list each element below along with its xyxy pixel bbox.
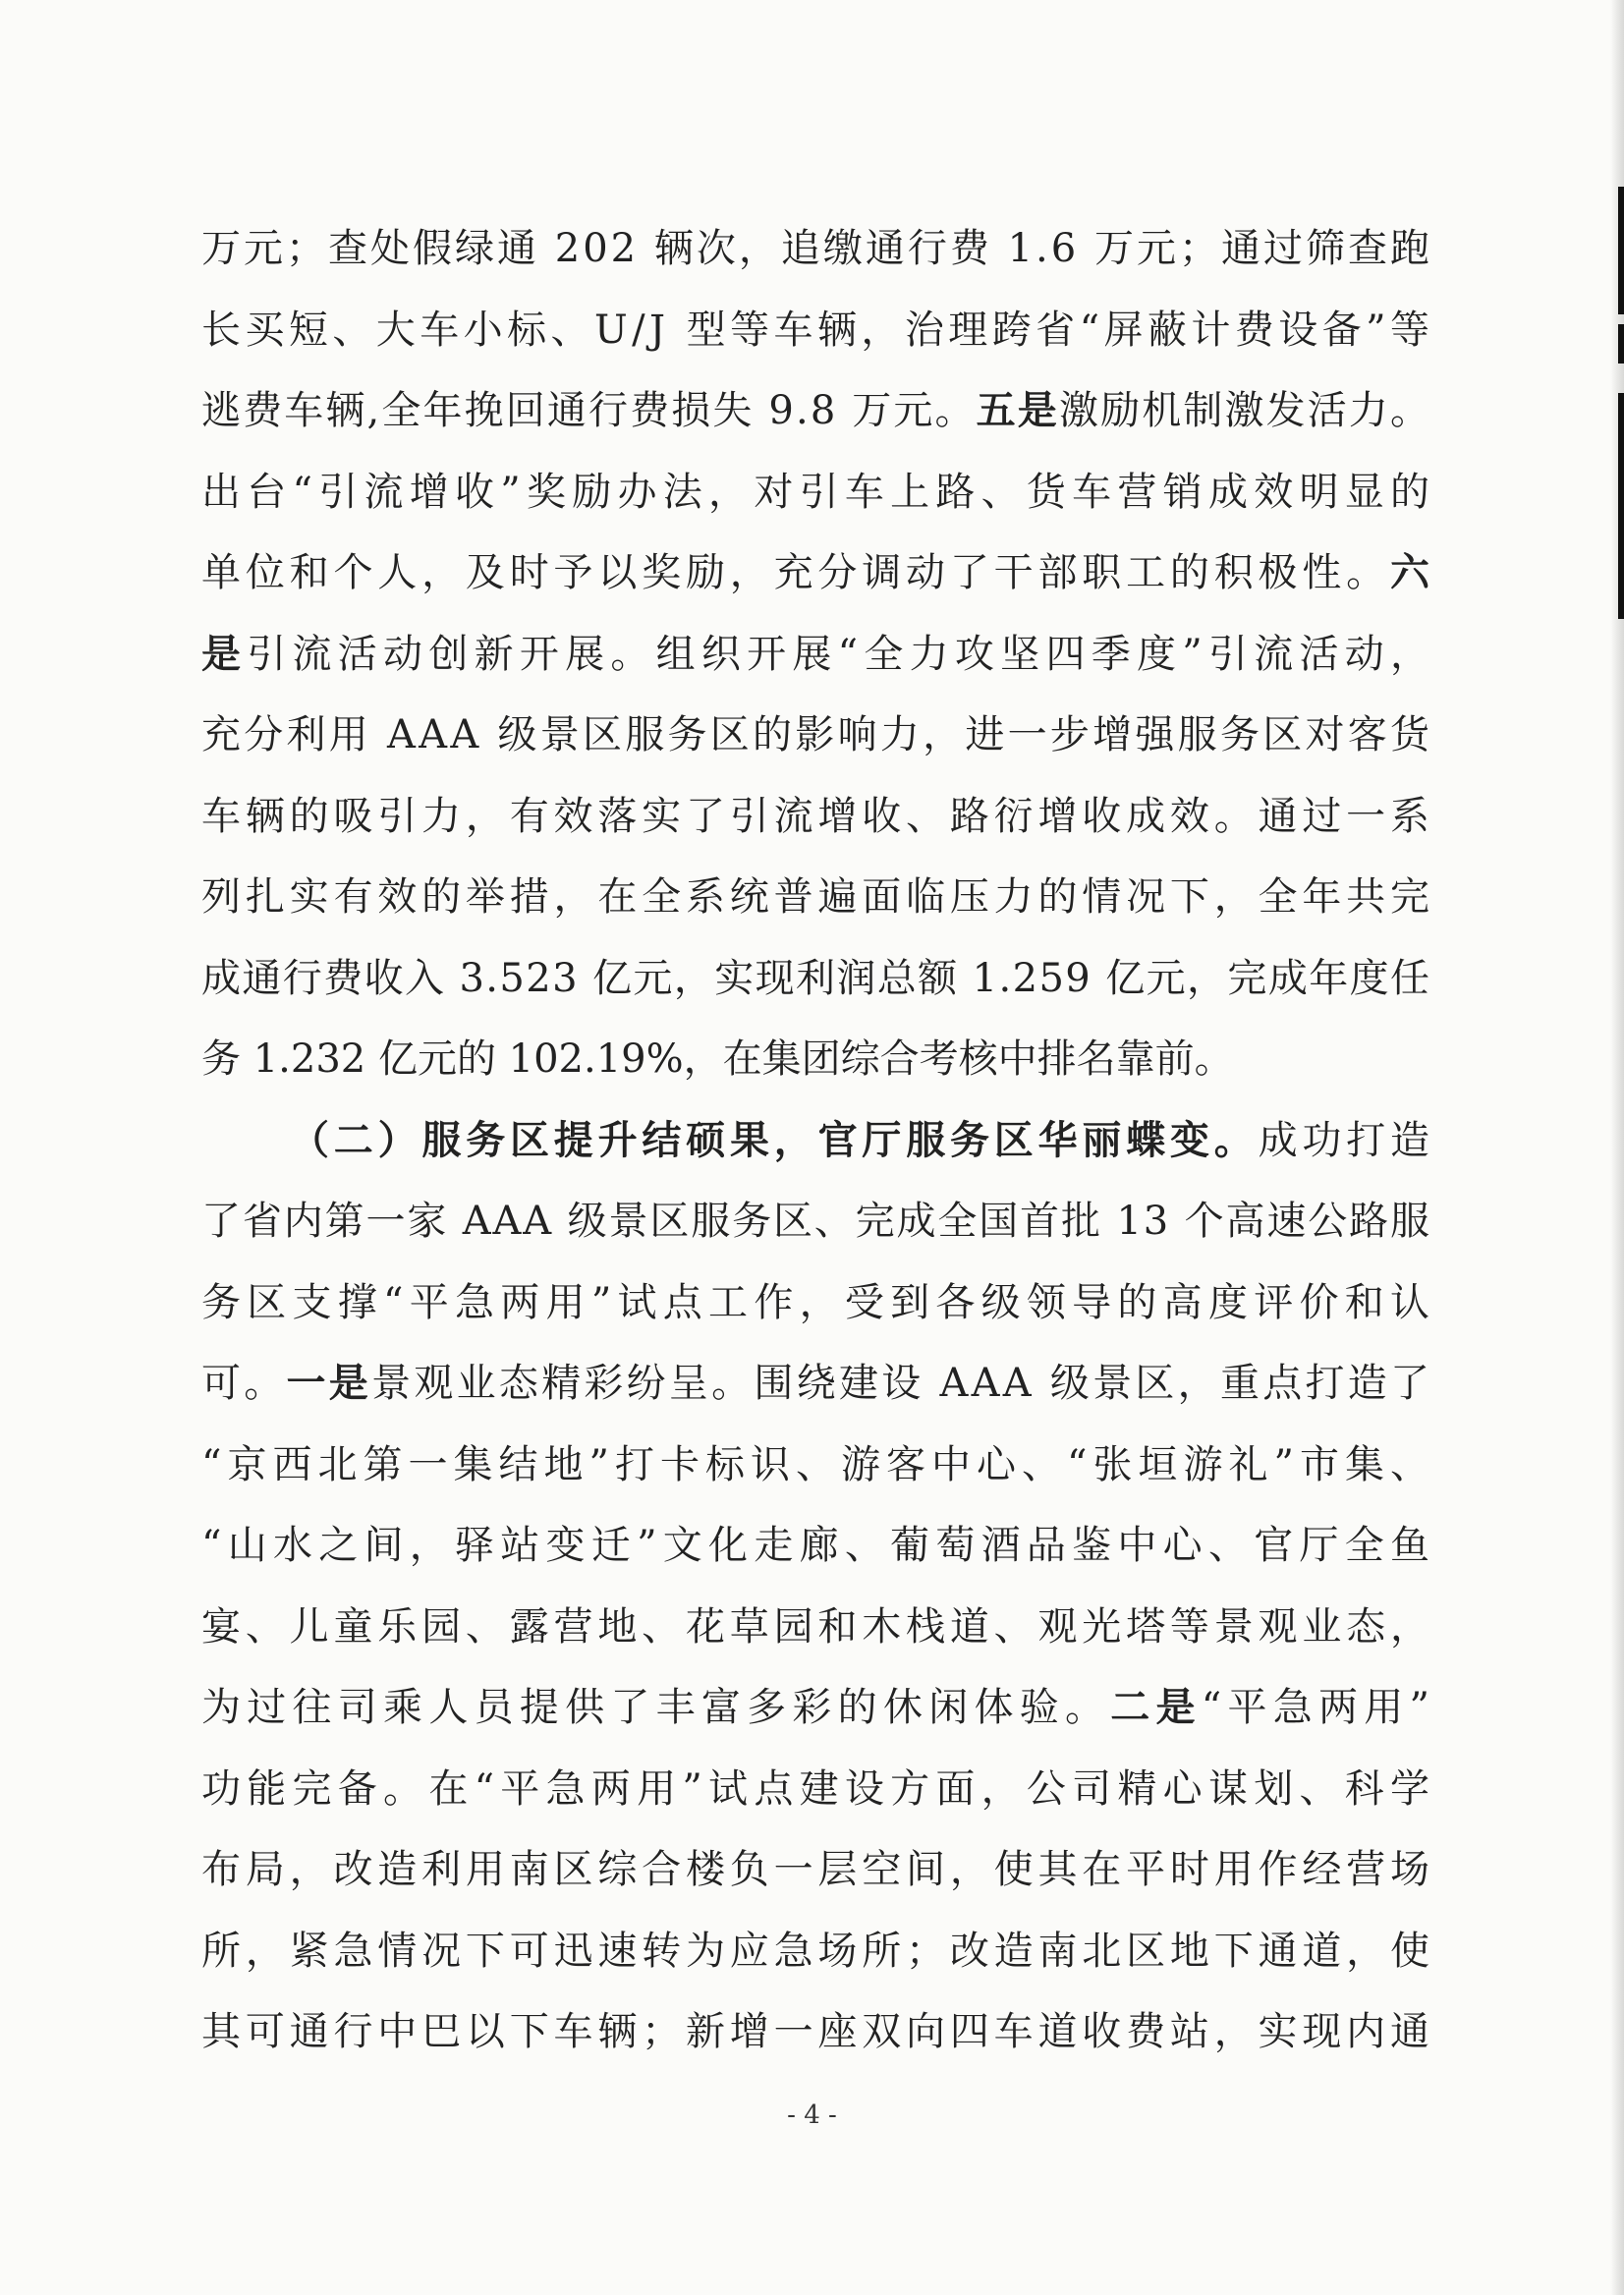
text-segment: 景观业态精彩纷呈。围绕建设 AAA 级景区，重点打造了 (371, 1361, 1433, 1406)
text-segment: 车辆的吸引力，有效落实了引流增收、路衍增收成效。通过一系 (201, 793, 1434, 839)
text-line (201, 695, 1433, 776)
text-segment: 成通行费收入 3.523 亿元，实现利润总额 1.259 亿元，完成年度任 (201, 955, 1431, 1001)
text-line (201, 208, 1432, 290)
text-segment: 逃费车辆,全年挽回通行费损失 9.8 万元。 (201, 388, 977, 433)
text-line (201, 290, 1434, 371)
text-line (201, 1181, 1429, 1262)
text-line (201, 1100, 1434, 1182)
text-segment: “京西北第一集结地”打卡标识、游客中心、“张垣游礼”市集、 (201, 1441, 1436, 1487)
text-line (201, 370, 1432, 452)
text-segment: 务区支撑“平急两用”试点工作，受到各级领导的高度评价和认 (201, 1279, 1436, 1325)
binding-mark (1618, 324, 1624, 364)
text-segment: 为过往司乘人员提供了丰富多彩的休闲体验。 (201, 1685, 1111, 1730)
text-line (201, 1505, 1436, 1587)
text-segment: 了省内第一家 AAA 级景区服务区、完成全国首批 13 个高速公路服 (201, 1199, 1431, 1244)
text-line (201, 1991, 1434, 2073)
text-line (201, 1425, 1436, 1506)
text-segment: “山水之间，驿站变迁”文化走廊、葡萄酒品鉴中心、官厅全鱼 (201, 1523, 1436, 1568)
binding-mark (1618, 393, 1624, 619)
text-segment: “平急两用” (1201, 1685, 1436, 1730)
binding-mark (1618, 187, 1624, 314)
bold-text-segment: （二）服务区提升结硕果，官厅服务区华丽蝶变。 (290, 1116, 1259, 1163)
text-segment: 可。 (201, 1361, 287, 1406)
text-line (201, 614, 1436, 696)
text-segment: 充分利用 AAA 级景区服务区的影响力，进一步增强服务区对客货 (201, 712, 1433, 757)
text-line (201, 1019, 1429, 1100)
text-segment: 功能完备。在“平急两用”试点建设方面，公司精心谋划、科学 (201, 1765, 1436, 1812)
text-segment: 务 1.232 亿元的 102.19%，在集团综合考核中排名靠前。 (201, 1036, 1234, 1082)
text-line (201, 1667, 1436, 1749)
text-line (201, 1343, 1433, 1425)
text-segment: 布局，改造利用南区综合楼负一层空间，使其在平时用作经营场 (201, 1847, 1434, 1892)
text-line (201, 776, 1434, 858)
text-line (201, 1829, 1434, 1911)
text-segment: 万元；查处假绿通 202 辆次，追缴通行费 1.6 万元；通过筛查跑 (201, 226, 1432, 271)
page-number: - 4 - (787, 2100, 837, 2130)
text-line (201, 938, 1429, 1020)
text-segment: 其可通行中巴以下车辆；新增一座双向四车道收费站，实现内通 (201, 2009, 1434, 2054)
bold-text-segment: 二是 (1110, 1684, 1202, 1730)
text-segment: 成功打造 (1258, 1117, 1434, 1163)
text-line (201, 1911, 1434, 1992)
bold-text-segment: 五是 (976, 387, 1059, 433)
body-text (201, 208, 1436, 2073)
bold-text-segment: 六 (1390, 549, 1434, 595)
text-segment: 所，紧急情况下可迅速转为应急场所；改造南北区地下通道，使 (201, 1928, 1434, 1974)
text-line (201, 1262, 1436, 1344)
text-line (201, 532, 1434, 614)
text-segment: 激励机制激发活力。 (1058, 388, 1432, 433)
bold-text-segment: 是 (201, 630, 248, 677)
bold-text-segment: 一是 (286, 1360, 372, 1406)
text-segment: 单位和个人，及时予以奖励，充分调动了干部职工的积极性。 (201, 550, 1390, 595)
text-line (201, 1587, 1434, 1668)
text-line (201, 452, 1436, 533)
text-segment: 宴、儿童乐园、露营地、花草园和木栈道、观光塔等景观业态， (201, 1603, 1434, 1650)
text-segment: 引流活动创新开展。组织开展“全力攻坚四季度”引流活动， (247, 631, 1436, 677)
text-line (201, 1749, 1436, 1830)
text-line (201, 857, 1434, 938)
text-segment: 出台“引流增收”奖励办法，对引车上路、货车营销成效明显的 (201, 469, 1436, 515)
text-segment: 列扎实有效的举措，在全系统普遍面临压力的情况下，全年共完 (201, 874, 1434, 920)
text-segment: 长买短、大车小标、U/J 型等车辆，治理跨省“屏蔽计费设备”等 (201, 307, 1434, 353)
